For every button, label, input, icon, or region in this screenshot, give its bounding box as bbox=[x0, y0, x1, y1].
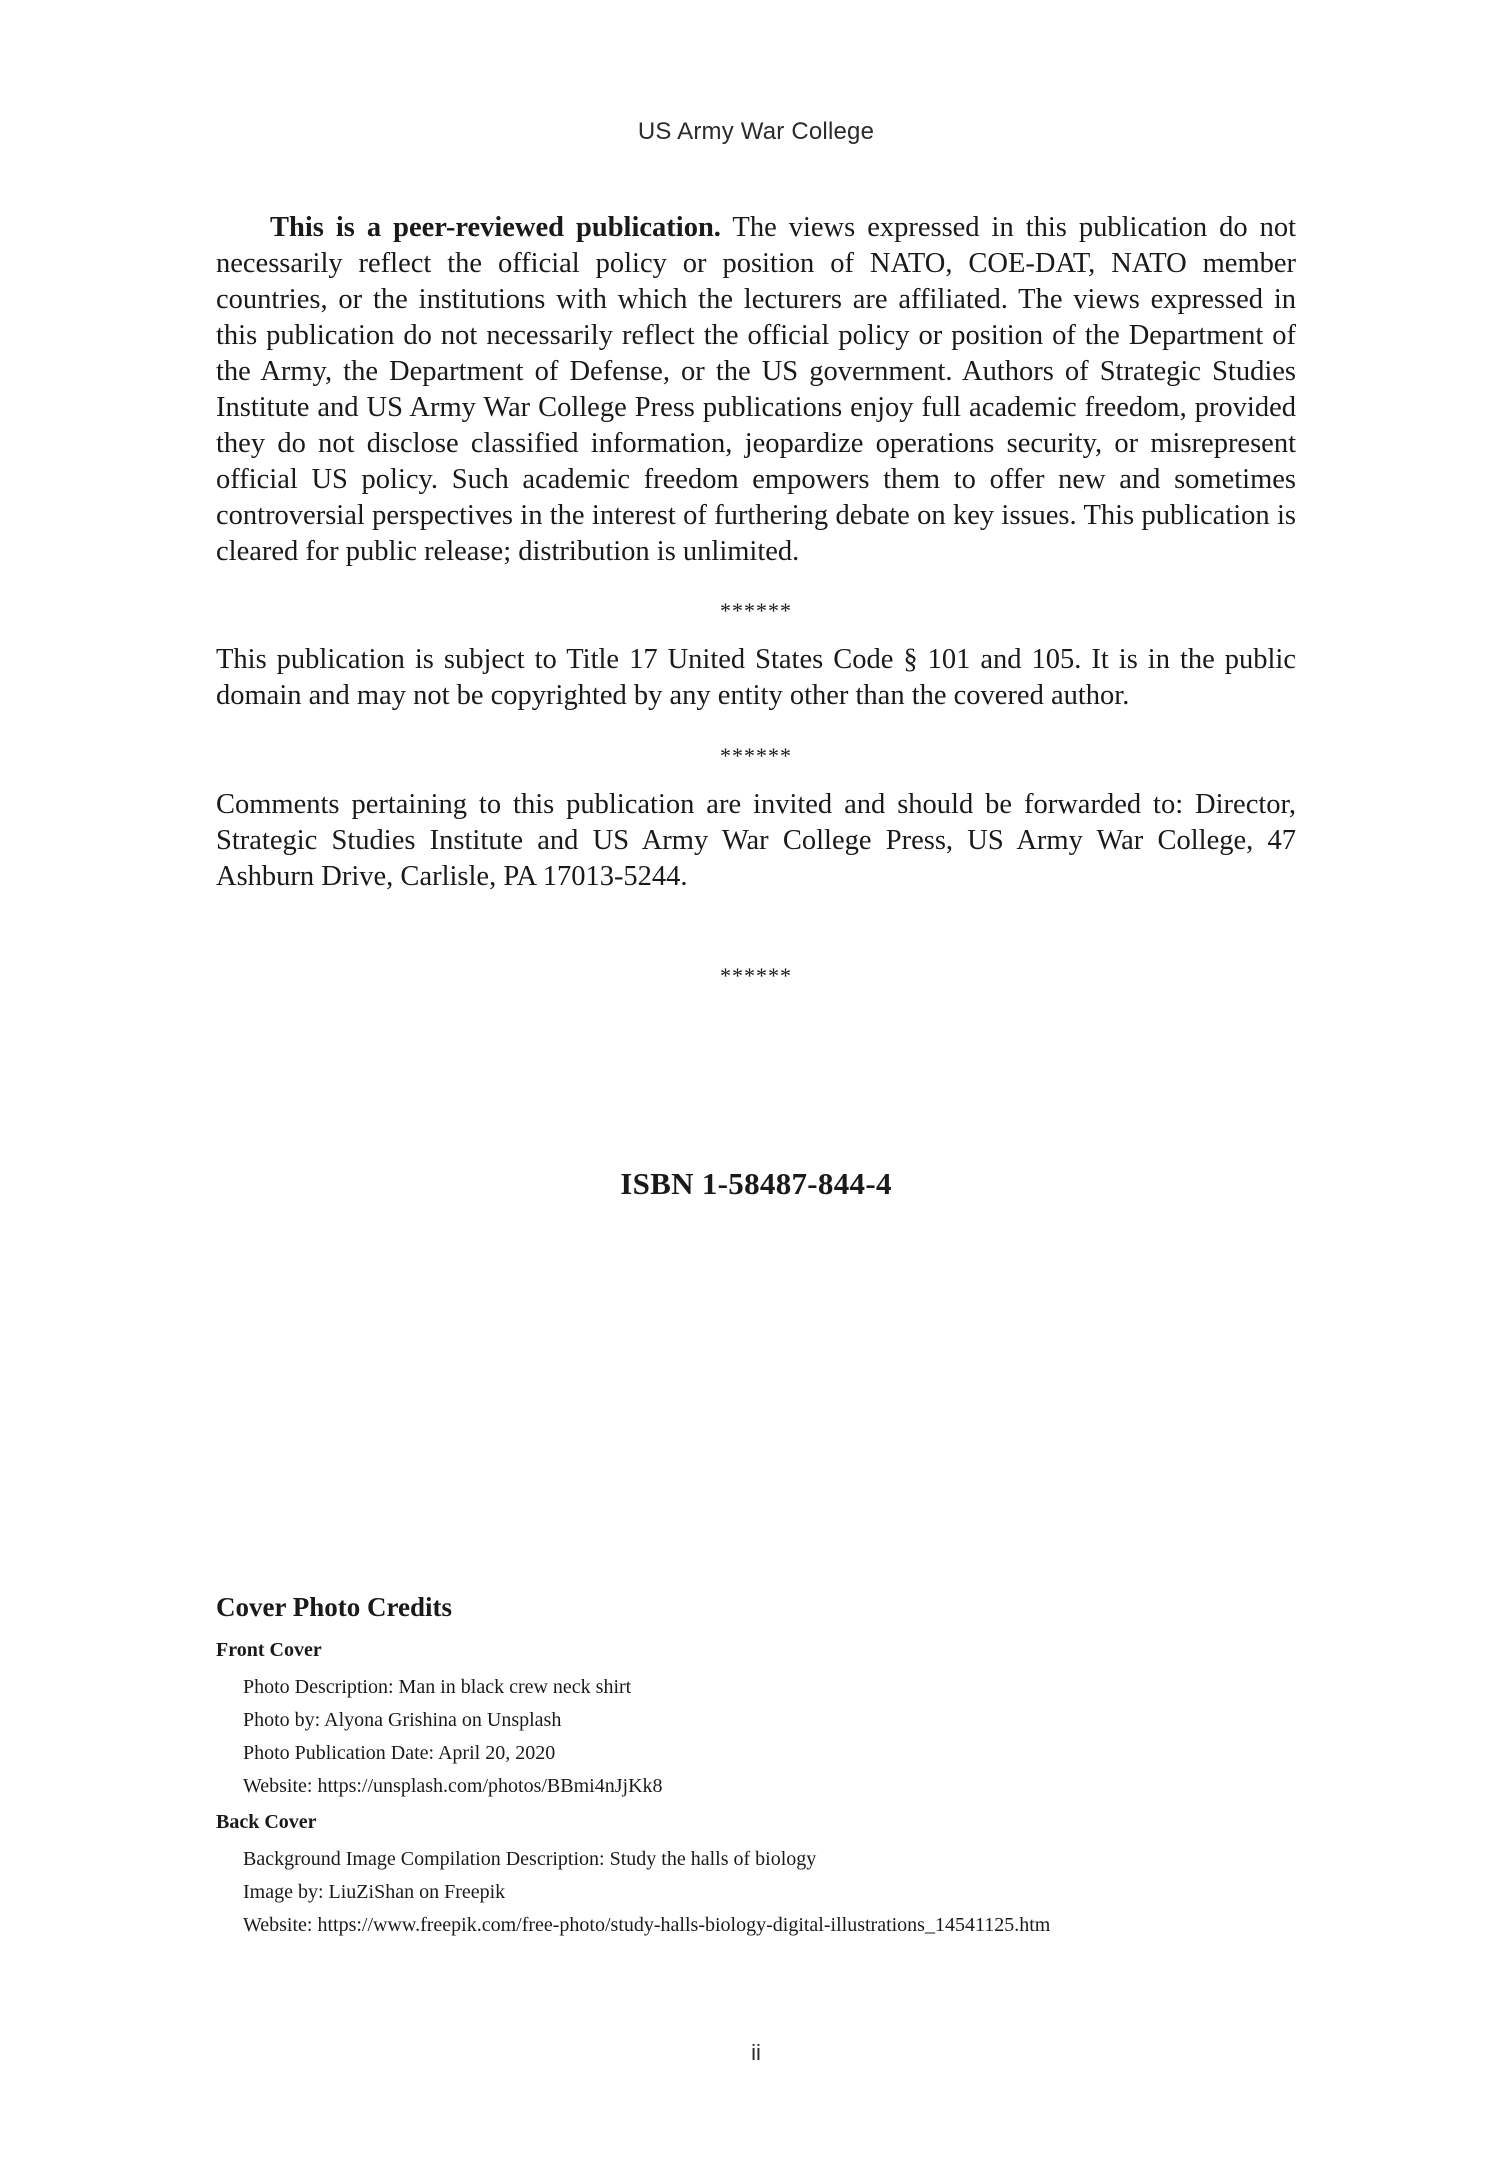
disclaimer-lead: This is a peer-reviewed publication. bbox=[270, 212, 721, 243]
running-header: US Army War College bbox=[637, 118, 875, 145]
copyright-notice: This publication is subject to Title 17 United States Code § 101 and 105. It is in the public domain and may not be copyrighted by any entity other than the covered author. bbox=[216, 644, 1296, 711]
section-separator: ****** bbox=[720, 963, 792, 988]
comments-notice: Comments pertaining to this publication are invited and should be forwarded to: Director, Strategic Studies Institute and US Army War College Press, US Army War College, 47 Ashburn Drive, Carlisle, PA 17013-5244. bbox=[216, 789, 1296, 892]
section-separator: ****** bbox=[720, 598, 792, 623]
page-number: ii bbox=[751, 2040, 761, 2065]
front-photo-date: Photo Publication Date: April 20, 2020 bbox=[243, 1742, 556, 1764]
back-image-description: Background Image Compilation Description: Study the halls of biology bbox=[243, 1848, 817, 1870]
front-photo-description: Photo Description: Man in black crew neck shirt bbox=[243, 1676, 632, 1698]
back-image-website: Website: https://www.freepik.com/free-photo/study-halls-biology-digital-illustrations_14541125.htm bbox=[243, 1914, 1051, 1936]
credits-title: Cover Photo Credits bbox=[216, 1592, 452, 1622]
front-photo-by: Photo by: Alyona Grishina on Unsplash bbox=[243, 1709, 562, 1731]
front-cover-heading: Front Cover bbox=[216, 1639, 322, 1661]
back-cover-heading: Back Cover bbox=[216, 1811, 317, 1833]
front-photo-website: Website: https://unsplash.com/photos/BBmi4nJjKk8 bbox=[243, 1775, 663, 1797]
disclaimer-paragraph bbox=[216, 210, 1296, 570]
front-cover-credits bbox=[216, 1637, 1316, 1803]
back-cover-credits bbox=[216, 1809, 1316, 1942]
cover-photo-credits bbox=[216, 1592, 1316, 1948]
section-separator: ****** bbox=[720, 743, 792, 768]
isbn: ISBN 1-58487-844-4 bbox=[620, 1166, 892, 1201]
back-image-by: Image by: LiuZiShan on Freepik bbox=[243, 1881, 506, 1903]
disclaimer-text: The views expressed in this publication do not necessarily reflect the official policy or position of NATO, COE-DAT, NATO member countries, or the institutions with which the lecturers are affiliated. The views expressed in this publication do not necessarily reflect the official policy or position of the Department of the Army, the Department of Defense, or the US government. Authors of Strategic Studies Institute and US Army War College Press publications enjoy full academic freedom, provided they do not disclose classified information, jeopardize operations security, or misrepresent official US policy. Such academic freedom empowers them to offer new and sometimes controversial perspectives in the interest of furthering debate on key issues. This publication is cleared for public release; distribution is unlimited. bbox=[216, 212, 1296, 567]
